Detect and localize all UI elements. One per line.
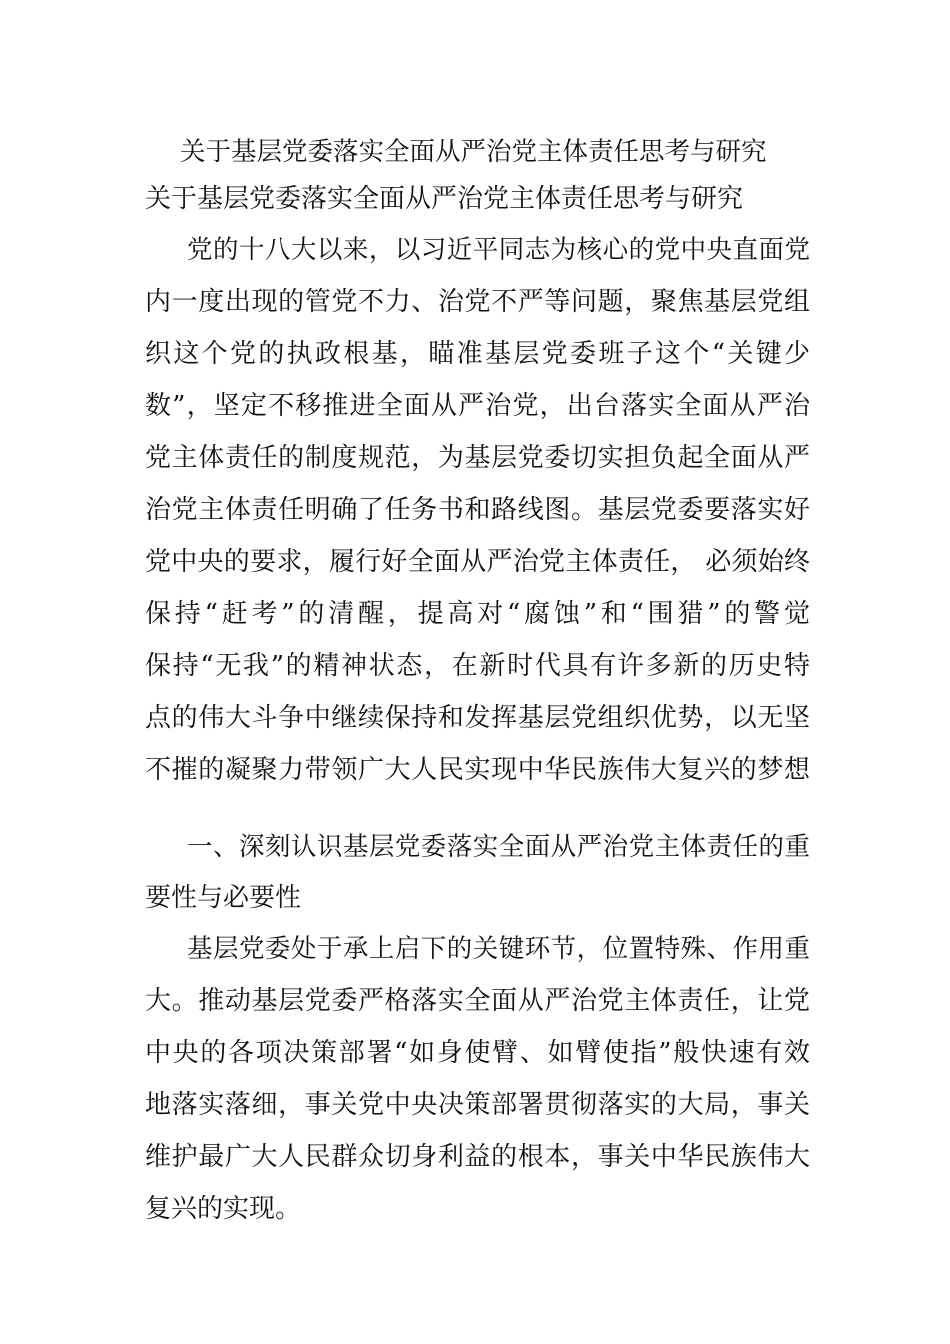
paragraph-line: 大。推动基层党委严格落实全面从严治党主体责任，让党 [145, 986, 810, 1016]
paragraph-line: 维护最广大人民群众切身利益的根本，事关中华民族伟大 [145, 1142, 810, 1172]
paragraph-line: 党主体责任的制度规范，为基层党委切实担负起全面从严 [145, 443, 810, 473]
paragraph-line: 保持“无我”的精神状态，在新时代具有许多新的历史特 [145, 651, 810, 681]
document-subtitle: 关于基层党委落实全面从严治党主体责任思考与研究 [145, 184, 744, 214]
paragraph-line: 党中央的要求，履行好全面从严治党主体责任， 必须始终 [145, 547, 810, 577]
paragraph-line: 地落实落细，事关党中央决策部署贯彻落实的大局，事关 [145, 1090, 810, 1120]
paragraph-line: 复兴的实现。 [145, 1194, 302, 1224]
paragraph-line: 基层党委处于承上启下的关键环节，位置特殊、作用重 [187, 934, 810, 964]
document-title: 关于基层党委落实全面从严治党主体责任思考与研究 [180, 137, 767, 167]
paragraph-line: 数”，坚定不移推进全面从严治党，出台落实全面从严治 [145, 391, 810, 421]
paragraph-line: 中央的各项决策部署“如身使臂、如臂使指”般快速有效 [145, 1038, 810, 1068]
heading-line: 要性与必要性 [145, 883, 302, 913]
paragraph-line: 内一度出现的管党不力、治党不严等问题，聚焦基层党组 [145, 287, 810, 317]
paragraph-line: 不摧的凝聚力带领广大人民实现中华民族伟大复兴的梦想 [145, 755, 810, 785]
paragraph-line: 保持“赶考”的清醒，提高对“腐蚀”和“围猎”的警觉 [145, 599, 810, 629]
paragraph-line: 治党主体责任明确了任务书和路线图。基层党委要落实好 [145, 495, 810, 525]
paragraph-line: 点的伟大斗争中继续保持和发挥基层党组织优势，以无坚 [145, 703, 810, 733]
paragraph-line: 织这个党的执政根基，瞄准基层党委班子这个“关键少 [145, 339, 810, 369]
paragraph-line: 党的十八大以来，以习近平同志为核心的党中央直面党 [187, 235, 810, 265]
heading-line: 一、深刻认识基层党委落实全面从严治党主体责任的重 [187, 832, 810, 862]
